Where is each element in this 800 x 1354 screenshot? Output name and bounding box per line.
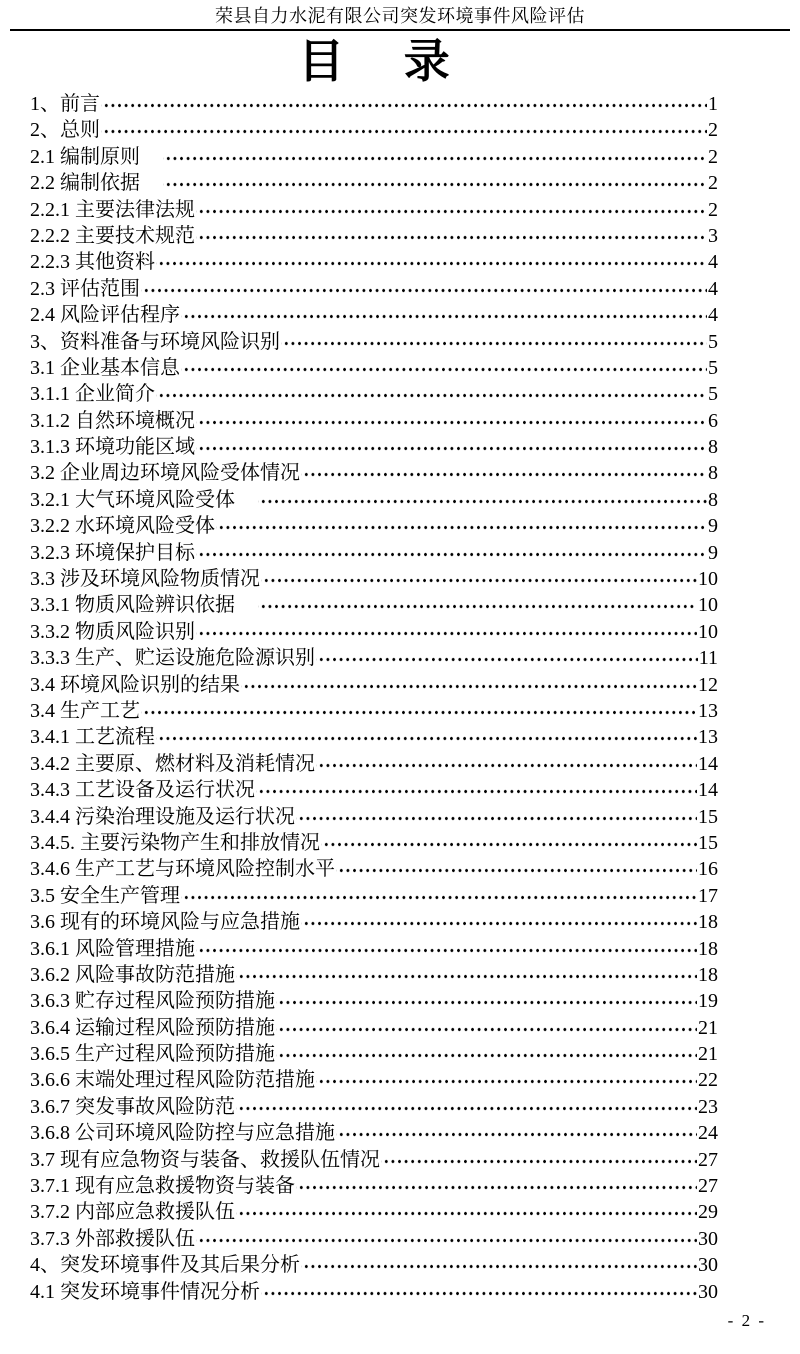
toc-entry-label: 3.3.2 物质风险识别 [30,620,195,643]
toc-entry-label: 3.1.3 环境功能区域 [30,436,195,459]
toc-dot-leader [181,883,697,909]
toc-entry-label: 2.2.2 主要技术规范 [30,224,195,247]
toc-entry [30,540,718,566]
toc-entry-page: 30 [698,1254,718,1277]
toc-entry-label: 1、前言 [30,93,100,115]
toc-entry-label: 2.2.3 其他资料 [30,251,155,274]
toc-dot-leader [156,381,707,407]
toc-entry-page: 12 [698,673,718,696]
toc-dot-leader [381,1147,697,1173]
toc-entry [30,777,718,803]
toc-dot-leader [196,434,707,460]
toc-entry-page: 15 [698,831,718,854]
toc-entry-page: 9 [708,515,718,538]
toc-entry [30,1120,718,1146]
toc-entry-page: 2 [708,198,718,221]
toc-entry-label: 3.4 生产工艺 [30,699,140,722]
page-header [0,0,800,31]
toc-dot-leader [181,355,707,381]
toc-dot-leader [321,830,697,856]
toc-dot-leader [196,197,707,223]
toc-entry-page: 18 [698,911,718,934]
toc-entry-page: 16 [698,858,718,881]
toc-entry-page: 30 [698,1227,718,1250]
toc-dot-leader [196,619,697,645]
toc-entry-label: 3.7.3 外部救援队伍 [30,1227,195,1250]
toc-entry-page: 18 [698,937,718,960]
toc-entry [30,302,718,328]
toc-entry-page: 13 [698,726,718,749]
toc-entry [30,487,718,513]
toc-title: 目 录 [298,36,450,87]
toc-dot-leader [276,988,697,1014]
toc-entry-label: 3.4.2 主要原、燃材料及消耗情况 [30,752,315,775]
toc-entry [30,329,718,355]
toc-entry [30,355,718,381]
toc-entry-page: 27 [698,1175,718,1198]
toc-entry [30,830,718,856]
toc-entry-page: 14 [698,752,718,775]
toc-dot-leader [141,276,707,302]
toc-entry [30,170,718,196]
toc-dot-leader [196,540,707,566]
toc-dot-leader [101,117,707,143]
toc-dot-leader [101,91,707,117]
toc-entry-page: 21 [698,1043,718,1066]
toc-entry-label: 3.4.5. 主要污染物产生和排放情况 [30,831,320,854]
toc-entry-page: 18 [698,963,718,986]
toc-entry [30,804,718,830]
page-footer [0,1311,800,1331]
toc-entry-label: 3.7.2 内部应急救援队伍 [30,1201,235,1224]
toc-dot-leader [236,962,697,988]
toc-dot-leader [336,1120,697,1146]
toc-entry-label: 2、总则 [30,119,100,142]
toc-dot-leader [296,1173,697,1199]
toc-entry [30,249,718,275]
toc-dot-leader [258,592,697,618]
toc-dot-leader [196,936,697,962]
toc-entry [30,1041,718,1067]
toc-entry-page: 9 [708,541,718,564]
toc-entry-label: 3.6.6 末端处理过程风险防范措施 [30,1069,315,1092]
toc-entry-page: 10 [698,594,718,617]
toc-entry-page: 5 [708,330,718,353]
toc-entry [30,1067,718,1093]
toc-entry [30,592,718,618]
toc-entry [30,1226,718,1252]
toc-entry-label: 3.2 企业周边环境风险受体情况 [30,462,300,485]
toc-dot-leader [196,408,707,434]
toc-entry-gap [235,592,257,618]
toc-dot-leader [163,170,707,196]
toc-entry-page: 1 [708,93,718,115]
toc-entry [30,91,718,117]
toc-entry [30,1252,718,1278]
toc-entry-label: 3.4 环境风险识别的结果 [30,673,240,696]
toc-entry-label: 2.1 编制原则 [30,145,140,168]
toc-entry [30,1279,718,1305]
toc-entry-label: 3.6.1 风险管理措施 [30,937,195,960]
toc-entry-page: 5 [708,383,718,406]
toc-dot-leader [301,1252,697,1278]
toc-entry-label: 3.6.4 运输过程风险预防措施 [30,1016,275,1039]
toc-dot-leader [196,223,707,249]
toc-dot-leader [141,698,697,724]
toc-entry [30,645,718,671]
toc-entry-label: 3.1.2 自然环境概况 [30,409,195,432]
toc-entry-gap [140,170,162,196]
toc-dot-leader [261,566,697,592]
toc-entry-label: 3.6.5 生产过程风险预防措施 [30,1043,275,1066]
toc-entry-page: 14 [698,779,718,802]
toc-entry-page: 5 [708,356,718,379]
toc-entry-label: 3.6.7 突发事故风险防范 [30,1095,235,1118]
toc-entry-label: 3.7 现有应急物资与装备、救援队伍情况 [30,1148,380,1171]
toc-entry-label: 2.2 编制依据 [30,172,140,195]
toc-entry-page: 29 [698,1201,718,1224]
toc-dot-leader [276,1015,697,1041]
toc-entry-label: 3.6 现有的环境风险与应急措施 [30,911,300,934]
toc-dot-leader [316,645,698,671]
toc-entry-page: 21 [698,1016,718,1039]
toc-entry-label: 3.6.3 贮存过程风险预防措施 [30,990,275,1013]
toc-entry [30,936,718,962]
toc-entry-label: 3.1 企业基本信息 [30,356,180,379]
header-divider [10,29,790,31]
toc-entry-page: 4 [708,251,718,274]
toc-entry-label: 3.4.1 工艺流程 [30,726,155,749]
toc-entry-label: 4.1 突发环境事件情况分析 [30,1280,260,1303]
page-number: - 2 - [727,1310,766,1330]
toc-entry-label: 3.6.8 公司环境风险防控与应急措施 [30,1122,335,1145]
toc-entry-page: 13 [698,699,718,722]
toc-entry-page: 11 [698,647,718,670]
toc-entry [30,1199,718,1225]
toc-entry [30,381,718,407]
toc-entry-label: 3.1.1 企业简介 [30,383,155,406]
toc-entry [30,460,718,486]
toc-dot-leader [316,751,697,777]
toc-entry-label: 3.3.3 生产、贮运设施危险源识别 [30,647,315,670]
toc-dot-leader [258,487,707,513]
toc-dot-leader [156,724,697,750]
toc-dot-leader [241,672,697,698]
toc-dot-leader [336,856,697,882]
toc-entry-label: 3.3 涉及环境风险物质情况 [30,568,260,591]
toc-entry-gap [235,487,257,513]
toc-entry [30,856,718,882]
toc-entry-label: 3.2.2 水环境风险受体 [30,515,215,538]
toc-entry [30,566,718,592]
toc-entry [30,909,718,935]
toc-entry-page: 4 [708,277,718,300]
toc-entry-label: 3、资料准备与环境风险识别 [30,330,280,353]
toc-entry-page: 3 [708,224,718,247]
header-title: 荣县自力水泥有限公司突发环境事件风险评估 [215,6,585,26]
toc-dot-leader [301,909,697,935]
toc-entry-page: 8 [708,436,718,459]
toc-entry-gap [140,144,162,170]
toc-dot-leader [281,329,707,355]
toc-entry [30,724,718,750]
toc-entry-label: 4、突发环境事件及其后果分析 [30,1254,300,1277]
toc-dot-leader [316,1067,697,1093]
toc-dot-leader [256,777,697,803]
toc-entry-page: 4 [708,304,718,327]
toc-entry-label: 3.4.3 工艺设备及运行状况 [30,779,255,802]
toc-entry [30,1147,718,1173]
toc-dot-leader [156,249,707,275]
toc-entry [30,434,718,460]
toc-entry-label: 2.3 评估范围 [30,277,140,300]
toc-entry [30,513,718,539]
toc-entry-page: 2 [708,145,718,168]
toc-entry-label: 3.2.3 环境保护目标 [30,541,195,564]
toc-entry [30,117,718,143]
toc-entry [30,276,718,302]
toc-entry-page: 30 [698,1280,718,1303]
toc-dot-leader [216,513,707,539]
toc-entry-label: 3.7.1 现有应急救援物资与装备 [30,1175,295,1198]
toc-entry [30,962,718,988]
toc-entry-label: 3.2.1 大气环境风险受体 [30,488,235,511]
toc-entry-label: 3.5 安全生产管理 [30,884,180,907]
toc-entry-page: 24 [698,1122,718,1145]
toc-entry-page: 27 [698,1148,718,1171]
toc-list [30,91,718,1305]
toc-entry-label: 3.4.4 污染治理设施及运行状况 [30,805,295,828]
toc-entry-page: 23 [698,1095,718,1118]
toc-entry-label: 3.6.2 风险事故防范措施 [30,963,235,986]
toc-entry [30,144,718,170]
toc-entry-page: 19 [698,990,718,1013]
toc-entry-page: 2 [708,172,718,195]
toc-dot-leader [196,1226,697,1252]
toc-entry-page: 10 [698,620,718,643]
toc-entry-page: 17 [698,884,718,907]
toc-entry-label: 2.2.1 主要法律法规 [30,198,195,221]
toc-entry [30,408,718,434]
toc-entry [30,672,718,698]
toc-entry [30,988,718,1014]
toc-dot-leader [236,1094,697,1120]
toc-entry-page: 8 [708,462,718,485]
toc-dot-leader [301,460,707,486]
toc-entry [30,619,718,645]
toc-entry [30,1015,718,1041]
toc-dot-leader [236,1199,697,1225]
toc-entry-page: 6 [708,409,718,432]
toc-entry [30,1094,718,1120]
toc-dot-leader [163,144,707,170]
toc-dot-leader [276,1041,697,1067]
toc-entry-page: 10 [698,568,718,591]
toc-entry [30,223,718,249]
toc-entry-page: 2 [708,119,718,142]
toc-dot-leader [296,804,697,830]
toc-entry-label: 2.4 风险评估程序 [30,304,180,327]
toc-entry [30,1173,718,1199]
toc-entry-label: 3.4.6 生产工艺与环境风险控制水平 [30,858,335,881]
toc-entry-page: 8 [708,488,718,511]
toc-entry-label: 3.3.1 物质风险辨识依据 [30,594,235,617]
toc-entry-page: 15 [698,805,718,828]
toc-dot-leader [261,1279,697,1305]
toc-entry [30,883,718,909]
toc-entry [30,698,718,724]
toc-entry-page: 22 [698,1069,718,1092]
toc-entry [30,751,718,777]
toc-dot-leader [181,302,707,328]
toc-entry [30,197,718,223]
